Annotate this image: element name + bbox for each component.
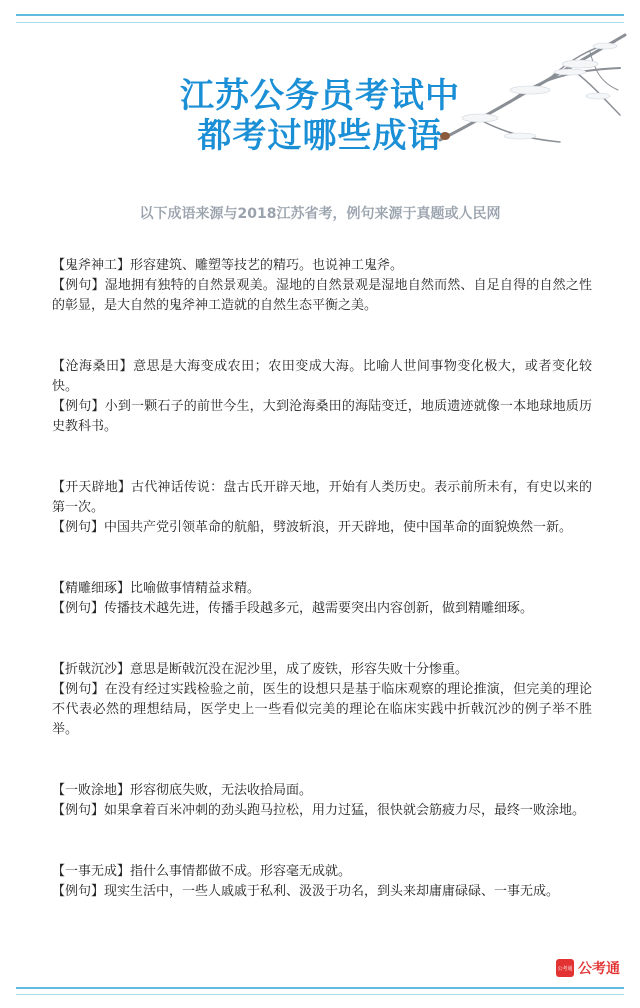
idiom-entry [52, 660, 592, 740]
page-title [0, 76, 640, 156]
idiom-list [52, 256, 592, 943]
bottom-border-line [16, 987, 624, 989]
idiom-definition: 【折戟沉沙】意思是断戟沉没在泥沙里，成了废铁，形容失败十分惨重。 [52, 662, 469, 677]
idiom-definition: 【开天辟地】古代神话传说：盘古氏开辟天地，开始有人类历史。表示前所未有，有史以来的第一次。 [52, 480, 592, 515]
idiom-definition: 【沧海桑田】意思是大海变成农田；农田变成大海。比喻人世间事物变化极大，或者变化较快。 [52, 359, 592, 394]
idiom-entry [52, 579, 592, 619]
idiom-entry [52, 781, 592, 821]
idiom-example: 【例句】小到一颗石子的前世今生，大到沧海桑田的海陆变迁，地质遗迹就像一本地球地质历史教科书。 [52, 399, 592, 434]
idiom-definition: 【精雕细琢】比喻做事情精益求精。 [52, 581, 261, 596]
idiom-definition: 【鬼斧神工】形容建筑、雕塑等技艺的精巧。也说神工鬼斧。 [52, 258, 404, 273]
idiom-definition: 【一事无成】指什么事情都做不成。形容毫无成就。 [52, 864, 352, 879]
idiom-entry [52, 478, 592, 538]
idiom-example: 【例句】在没有经过实践检验之前，医生的设想只是基于临床观察的理论推演，但完美的理论不代表必然的理想结局，医学史上一些看似完美的理论在临床实践中折戟沉沙的例子举不胜举。 [52, 682, 592, 737]
idiom-example: 【例句】湿地拥有独特的自然景观美。湿地的自然景观是湿地自然而然、自足自得的自然之性的彰显，是大自然的鬼斧神工造就的自然生态平衡之美。 [52, 278, 592, 313]
title-line-1: 江苏公务员考试中 [180, 76, 460, 116]
bottom-border-thin-line [16, 994, 624, 995]
subtitle: 以下成语来源与2018江苏省考，例句来源于真题或人民网 [139, 206, 501, 222]
idiom-entry [52, 357, 592, 437]
idiom-example: 【例句】中国共产党引领革命的航船，劈波斩浪，开天辟地，使中国革命的面貌焕然一新。 [52, 520, 573, 535]
idiom-example: 【例句】传播技术越先进，传播手段越多元，越需要突出内容创新，做到精雕细琢。 [52, 601, 534, 616]
title-line-2: 都考过哪些成语 [197, 116, 443, 156]
idiom-entry [52, 256, 592, 316]
brand-logo-icon: 公考通 [556, 959, 574, 977]
idiom-example: 【例句】如果拿着百米冲刺的劲头跑马拉松，用力过猛，很快就会筋疲力尽，最终一败涂地。 [52, 803, 586, 818]
brand-name: 公考通 [578, 961, 620, 977]
idiom-example: 【例句】现实生活中，一些人戚戚于私利、汲汲于功名，到头来却庸庸碌碌、一事无成。 [52, 884, 560, 899]
idiom-definition: 【一败涂地】形容彻底失败，无法收拾局面。 [52, 783, 313, 798]
top-border-line [16, 14, 624, 16]
brand-watermark [556, 958, 620, 978]
idiom-entry [52, 862, 592, 902]
